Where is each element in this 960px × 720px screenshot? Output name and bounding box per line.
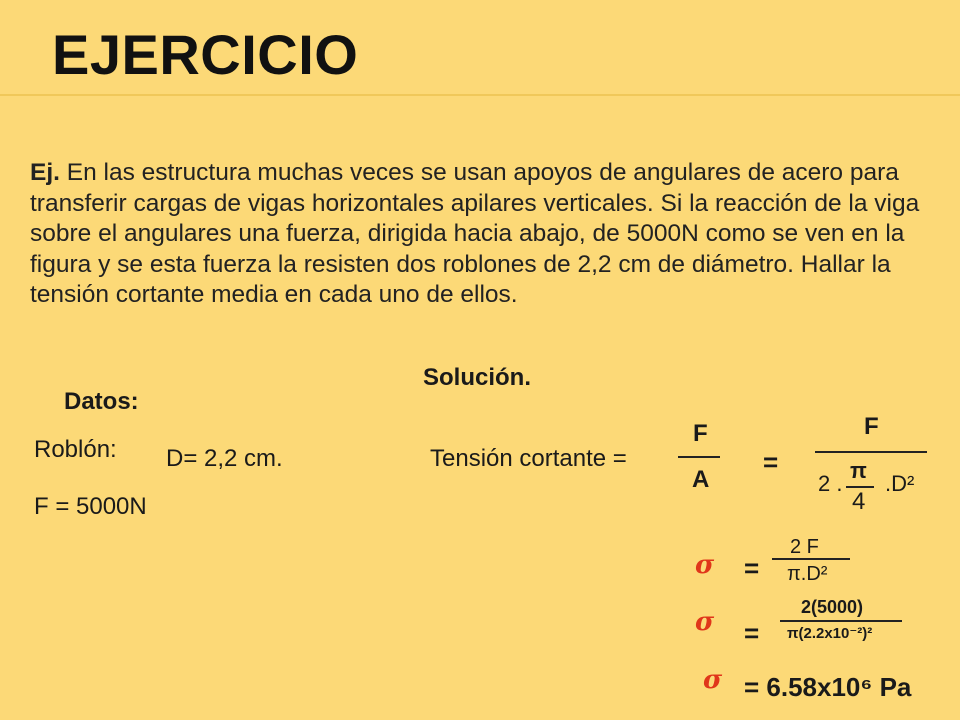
- formula2-equals: =: [744, 553, 760, 583]
- final-result: = 6.58x10⁶ Pa: [744, 672, 912, 702]
- sigma-symbol: σ: [703, 665, 723, 695]
- tension-cortante-label: Tensión cortante =: [430, 445, 627, 472]
- formula1-numerator2: F: [864, 413, 879, 440]
- problem-statement: [30, 158, 950, 311]
- formula1-denominator: A: [692, 466, 710, 493]
- formula1-fraction-line: [678, 456, 720, 458]
- formula1-equals: =: [763, 447, 779, 477]
- formula3-fraction-line: [780, 620, 902, 622]
- title-divider: [0, 94, 960, 96]
- page-title: EJERCICIO: [52, 23, 359, 86]
- formula3-equals: =: [744, 618, 760, 648]
- formula1-den2-suffix: .D²: [885, 471, 915, 496]
- solucion-heading: Solución.: [423, 364, 531, 391]
- diametro-value: D= 2,2 cm.: [166, 445, 283, 472]
- fuerza-value: F = 5000N: [34, 493, 147, 520]
- sigma-symbol: σ: [695, 607, 715, 637]
- datos-heading: Datos:: [64, 388, 139, 415]
- formula1-numerator: F: [693, 420, 708, 447]
- pi-symbol: π: [850, 458, 867, 483]
- problem-prefix: Ej.: [30, 159, 60, 186]
- four-denominator: 4: [852, 488, 866, 515]
- sigma-symbol: σ: [695, 550, 715, 580]
- formula2-fraction-line: [772, 558, 850, 560]
- roblon-label: Roblón:: [34, 436, 117, 463]
- formula2-numerator: 2 F: [790, 536, 819, 558]
- formula1-fraction-line2: [815, 451, 927, 453]
- problem-text: En las estructura muchas veces se usan apoyos de angulares de acero para transferir cargas de vigas horizontales apilares verticales. Si la reacción de la viga sobre el angulares una fuerza, dirigida hacia abajo, de 5000N como se ven en la figura y se esta fuerza la resisten dos roblones de 2,2 cm de diámetro. Hallar la tensión cortante media en cada uno de ellos.: [30, 159, 920, 308]
- formula2-denominator: π.D²: [787, 563, 828, 585]
- formula3-numerator: 2(5000): [801, 597, 864, 617]
- formula1-den2-prefix: 2 .: [818, 471, 843, 496]
- formula3-denominator: π(2.2x10⁻²)²: [787, 625, 873, 642]
